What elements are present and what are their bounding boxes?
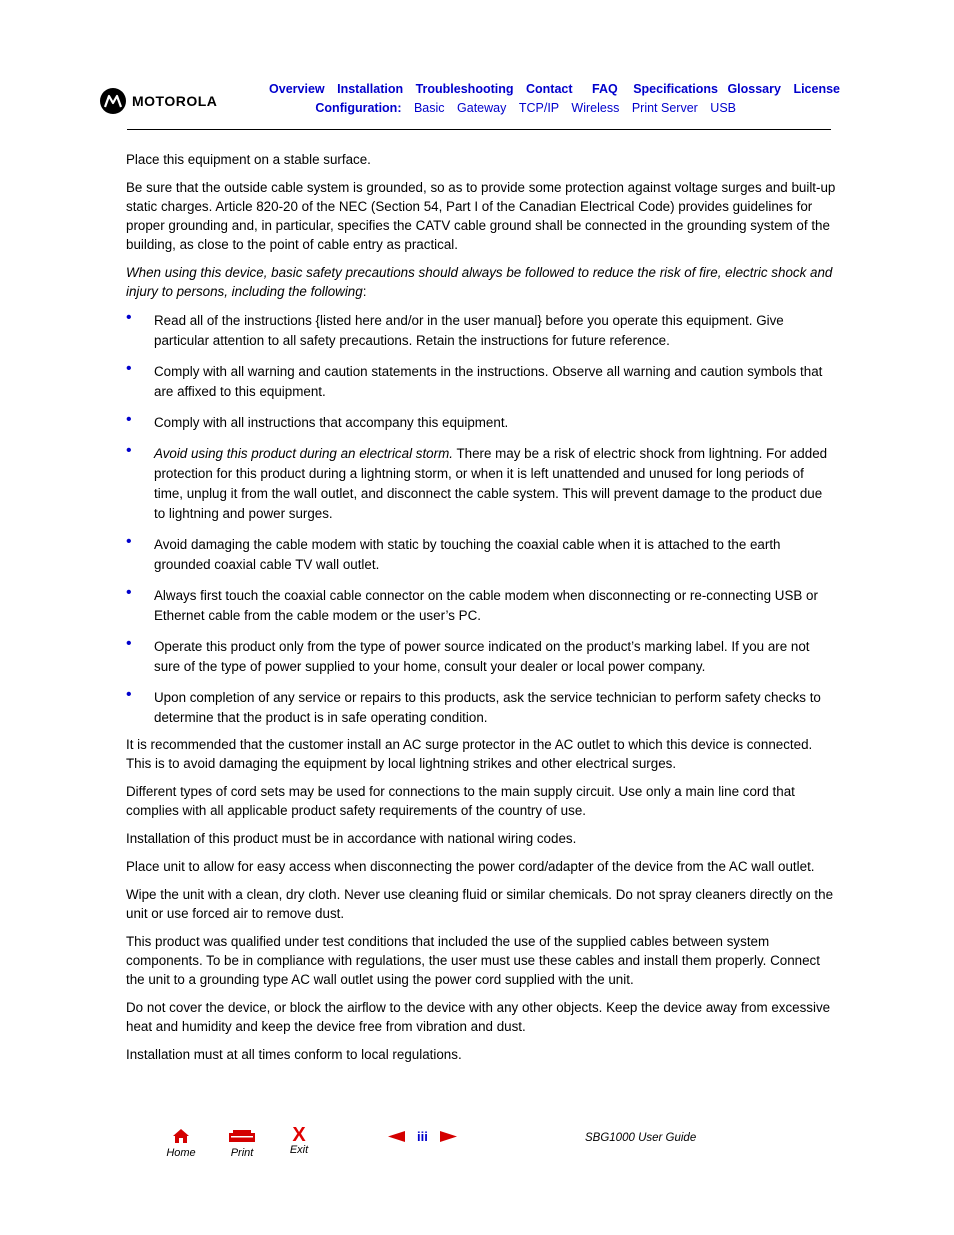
paragraph: Be sure that the outside cable system is grounded, so as to provide some protection against voltage surges and built-up static charges. Article 820-20 of the NEC (Section 54, Part I of the Canadian Electrical Code) provides guidelines for proper grounding and, in particular, specifies the CATV cable ground shall be connected in the grounding system of the building, as close to the point of cable entry as practical. [126,180,836,252]
paragraph: It is recommended that the customer install an AC surge protector in the AC outlet to which this device is connected. This is to avoid damaging the equipment by local lightning strikes and other electrical surges. [126,737,813,771]
nav-troubleshooting[interactable]: Troubleshooting [415,82,514,96]
home-button[interactable] [164,1128,198,1159]
bullet-icon: • [126,411,132,428]
exit-button[interactable] [284,1126,314,1156]
nav-config-tcpip[interactable]: TCP/IP [518,101,559,115]
nav-config-print-server[interactable]: Print Server [631,101,698,115]
list-item: • Comply with all instructions that accompany this equipment. [126,411,509,430]
config-label: Configuration: [315,101,402,115]
paragraph: Place this equipment on a stable surface. [126,152,371,167]
paragraph: This product was qualified under test conditions that included the use of the supplied cables between system components. To be in compliance with regulations, the user must use these cables and install them properly. Connect the unit to a grounding type AC wall outlet using the power cord supplied with the unit. [126,934,820,987]
nav-config-wireless[interactable]: Wireless [571,101,620,115]
safety-list [126,311,836,728]
close-icon: X [292,1124,306,1146]
print-button[interactable] [224,1130,260,1159]
nav-glossary[interactable]: Glossary [727,82,781,96]
header-divider [127,129,831,130]
nav-faq[interactable]: FAQ [592,82,618,96]
bullet-icon: • [126,635,132,652]
next-page-arrow-icon[interactable] [440,1131,457,1142]
home-icon [172,1128,190,1144]
list-item: • Avoid damaging the cable modem with static by touching the coaxial cable when it is attached to the earth grounded coaxial cable TV wall outlet. [126,533,781,572]
bullet-icon: • [126,584,132,601]
list-item: • Avoid using this product during an electrical storm. There may be a risk of electric shock from lightning. For added protection for this product during a lightning storm, or when it is left unattended and unused for long periods of time, unplug it from the wall outlet, and disconnect the cable system. This will prevent damage to the product due to lightning and power surges. [126,442,828,521]
nav-overview[interactable]: Overview [269,82,325,96]
config-nav [160,101,736,115]
page-navigator [388,1129,457,1144]
list-item: • Upon completion of any service or repairs to this products, ask the service technician to perform safety checks to determine that the product is in safe operating condition. [126,686,821,725]
nav-config-usb[interactable]: USB [710,101,736,115]
list-item: • Operate this product only from the type of power source indicated on the product’s marking label. If you are not sure of the type of power supplied to your home, consult your dealer or local power company. [126,635,810,674]
paragraph: Installation of this product must be in accordance with national wiring codes. [126,831,577,846]
brand-name: MOTOROLA [132,93,218,109]
bullet-icon: • [126,360,132,377]
safety-intro-italic: When using this device, basic safety precautions should always be followed to reduce the risk of fire, electric shock and injury to persons, including the following [126,265,833,299]
guide-title: SBG1000 User Guide [585,1132,697,1144]
paragraph: Installation must at all times conform to local regulations. [126,1047,462,1062]
print-label: Print [230,1147,254,1159]
list-item: • Comply with all warning and caution statements in the instructions. Observe all warning and caution symbols that are affixed to this equipment. [126,360,823,399]
paragraph: Do not cover the device, or block the airflow to the device with any other objects. Keep the device away from excessive heat and humidity and keep the device free from vibration and dust. [126,1000,831,1034]
list-item: • Read all of the instructions {listed here and/or in the user manual} before you operate this equipment. Give particular attention to all safety precautions. Retain the instructions for future reference. [126,309,784,348]
motorola-batwing-icon [100,88,126,114]
paragraph: Different types of cord sets may be used for connections to the main supply circuit. Use only a main line cord that complies with all applicable product safety requirements of the country of use. [126,784,795,818]
bullet-icon: • [126,309,132,326]
paragraph: Place unit to allow for easy access when disconnecting the power cord/adapter of the device from the AC wall outlet. [126,859,815,874]
bullet-icon: • [126,686,132,703]
nav-config-gateway[interactable]: Gateway [457,101,507,115]
bullet-icon: • [126,533,132,550]
previous-page-arrow-icon[interactable] [388,1131,405,1142]
exit-label: Exit [289,1144,309,1156]
nav-contact[interactable]: Contact [526,82,573,96]
nav-config-basic[interactable]: Basic [413,101,445,115]
page-number: iii [417,1129,428,1144]
safety-intro: When using this device, basic safety precautions should always be followed to reduce the risk of fire, electric shock and injury to persons, including the following: [126,265,833,299]
list-item: • Always first touch the coaxial cable connector on the cable modem when disconnecting or re-connecting USB or Ethernet cable from the cable modem or the user’s PC. [126,584,818,623]
paragraph: Wipe the unit with a clean, dry cloth. Never use cleaning fluid or similar chemicals. Do not spray cleaners directly on the unit or use forced air to remove dust. [126,887,834,921]
bullet-icon: • [126,442,132,459]
printer-icon [228,1130,256,1144]
nav-license[interactable]: License [793,82,840,96]
nav-specifications[interactable]: Specifications [633,82,718,96]
safety-content [126,150,836,1073]
nav-installation[interactable]: Installation [337,82,404,96]
primary-nav [200,82,840,96]
home-label: Home [166,1147,196,1159]
